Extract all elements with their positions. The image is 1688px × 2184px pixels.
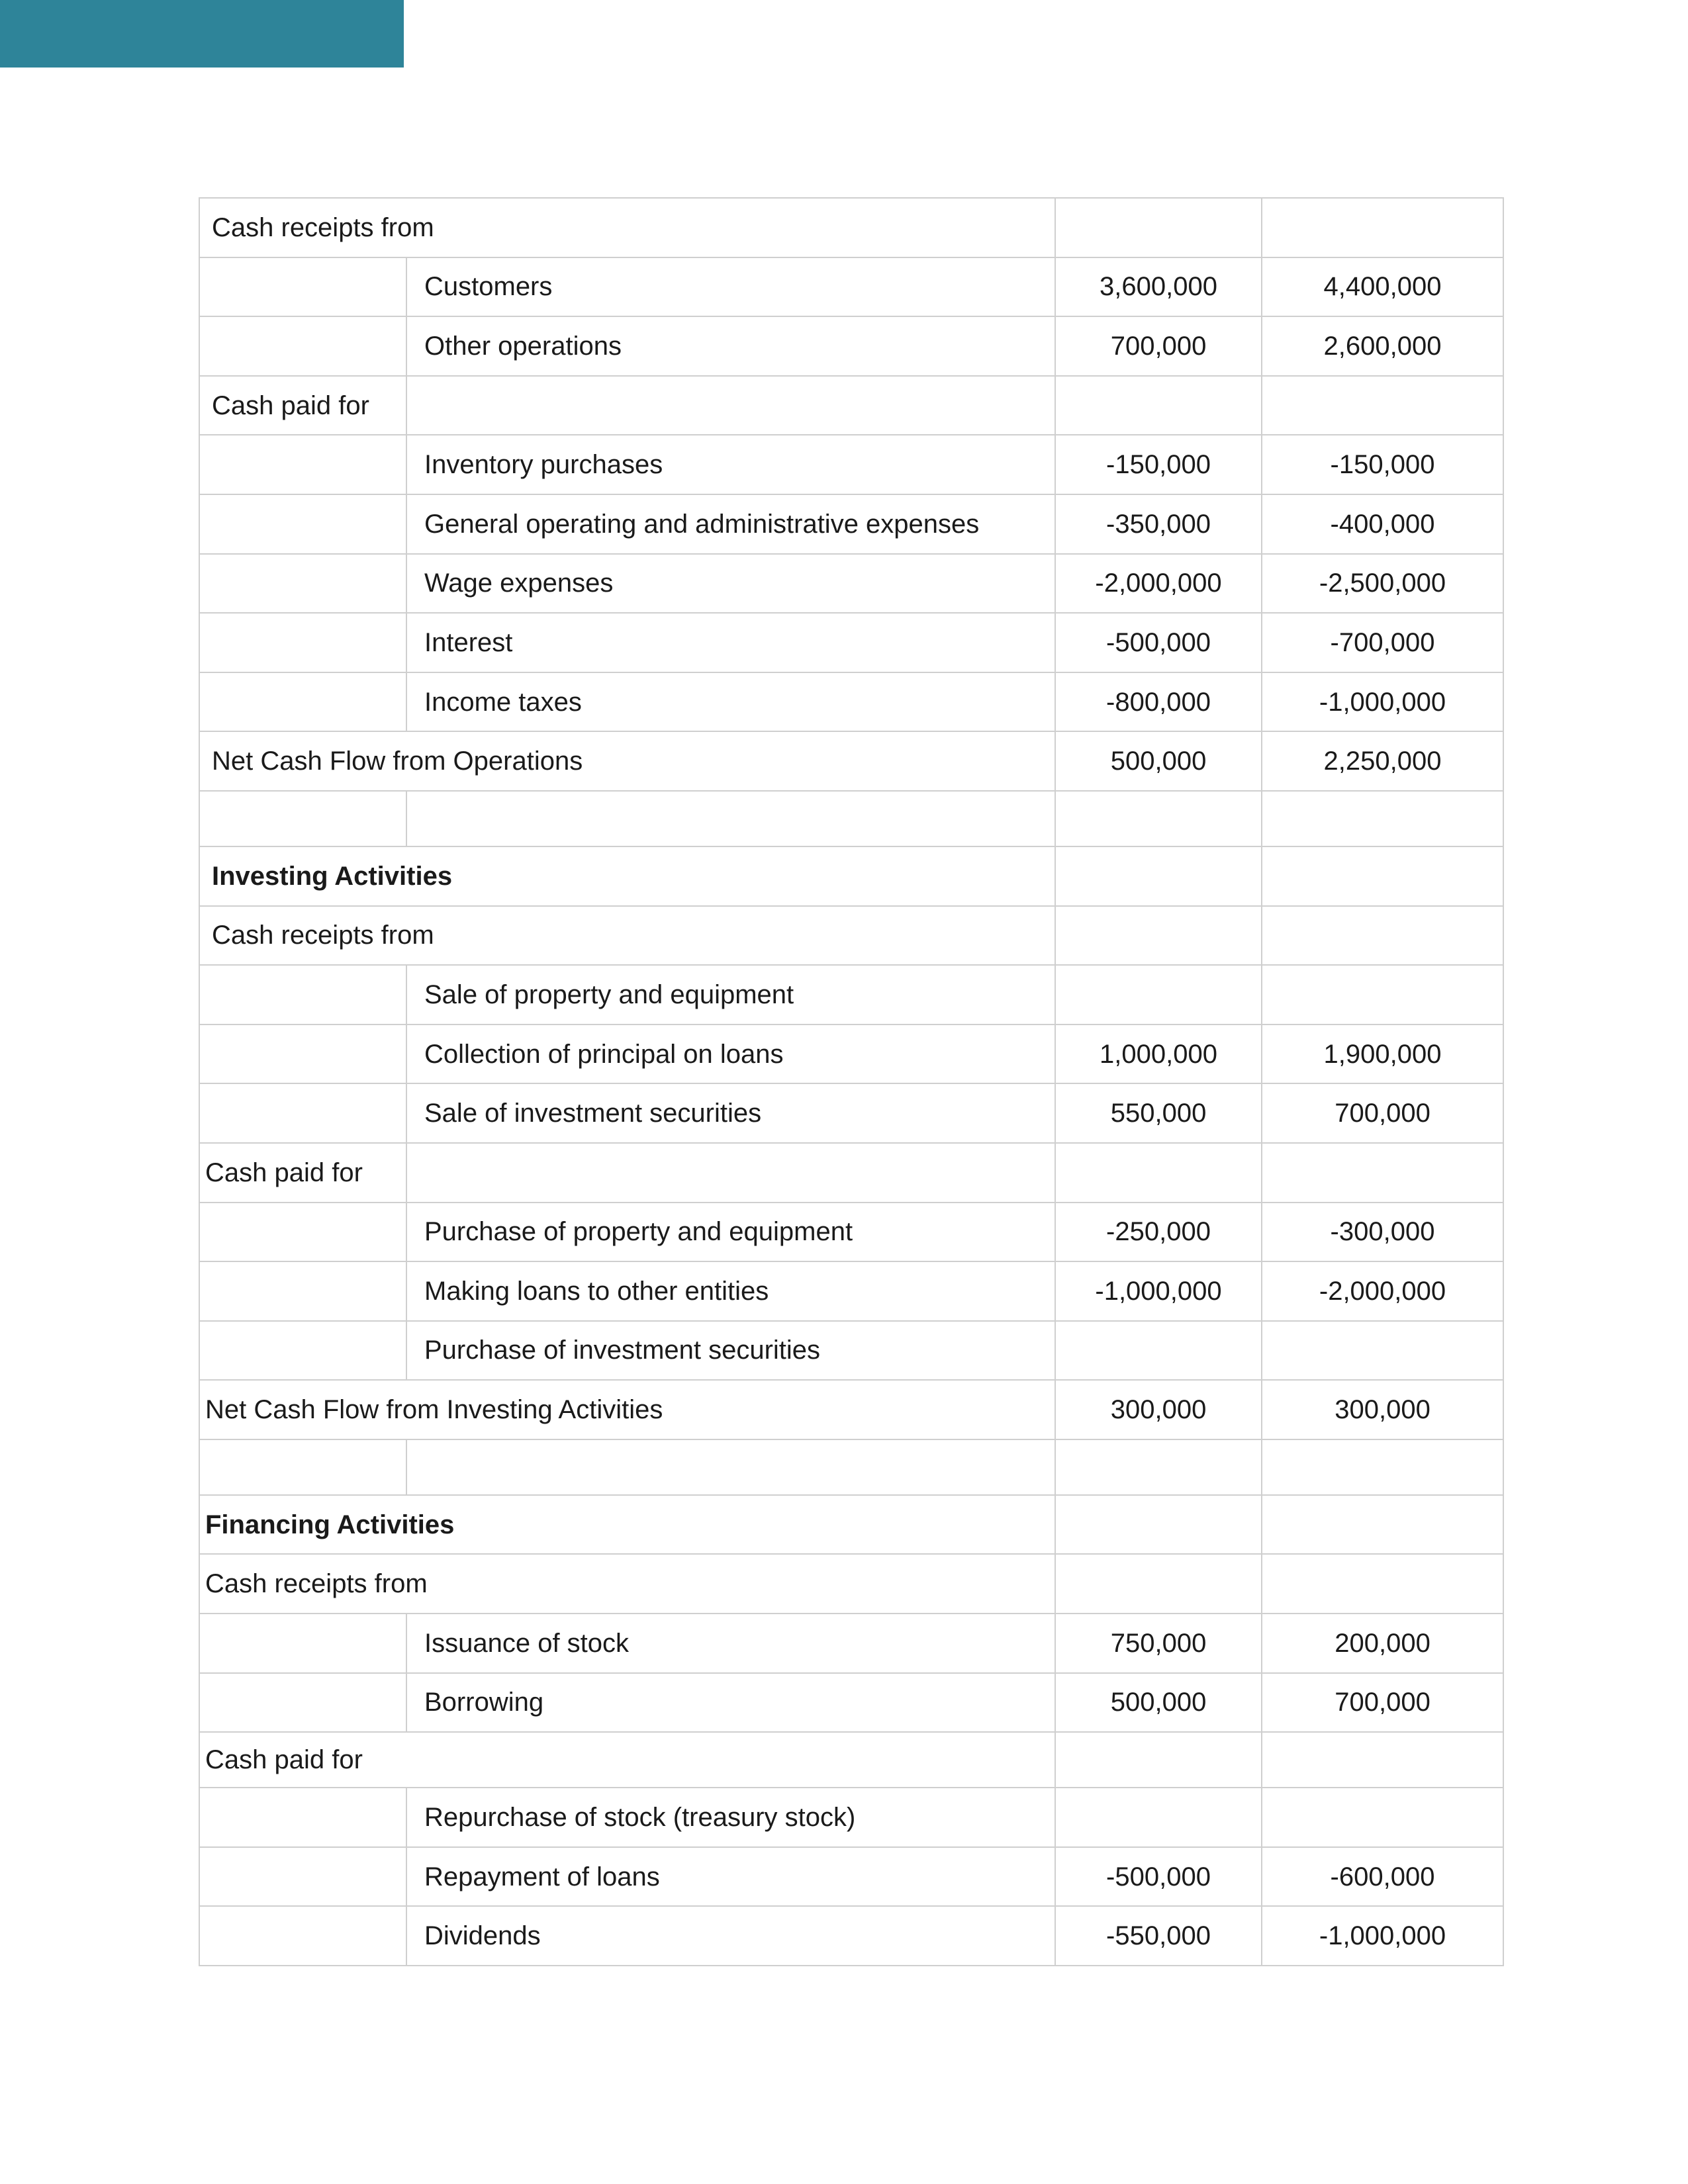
line-item-label: Customers	[406, 257, 1055, 317]
empty-cell	[1055, 791, 1262, 846]
empty-cell	[406, 791, 1055, 846]
value-year-2: -300,000	[1262, 1203, 1503, 1262]
indent-cell	[199, 965, 406, 1024]
table-row	[199, 1906, 1503, 1966]
line-item-label: Making loans to other entities	[406, 1261, 1055, 1321]
value-year-1: -500,000	[1055, 1847, 1262, 1907]
value-year-1	[1055, 1321, 1262, 1381]
line-item-label: Issuance of stock	[406, 1614, 1055, 1673]
value-year-2	[1262, 1788, 1503, 1847]
group-label: Cash receipts from	[199, 1554, 1055, 1614]
indent-cell	[199, 1673, 406, 1733]
header-bar	[0, 0, 404, 68]
group-label: Cash receipts from	[199, 198, 1055, 257]
value-year-2: -1,000,000	[1262, 672, 1503, 732]
table-row	[199, 494, 1503, 554]
value-year-1: -350,000	[1055, 494, 1262, 554]
line-item-label: Repayment of loans	[406, 1847, 1055, 1907]
table-row	[199, 316, 1503, 376]
table-row	[199, 376, 1503, 435]
table-row	[199, 1732, 1503, 1788]
line-item-label: Inventory purchases	[406, 435, 1055, 494]
value-year-1: -2,000,000	[1055, 554, 1262, 614]
value-year-1: -800,000	[1055, 672, 1262, 732]
group-label: Net Cash Flow from Operations	[199, 731, 1055, 791]
indent-cell	[199, 494, 406, 554]
value-year-1: 300,000	[1055, 1380, 1262, 1439]
table-row	[199, 672, 1503, 732]
indent-cell	[199, 1261, 406, 1321]
indent-cell	[199, 1847, 406, 1907]
empty-cell	[406, 1439, 1055, 1495]
value-year-1	[1055, 198, 1262, 257]
table-row	[199, 965, 1503, 1024]
value-year-1: -150,000	[1055, 435, 1262, 494]
spacer-row	[199, 791, 1503, 846]
table-row	[199, 613, 1503, 672]
indent-cell	[199, 1906, 406, 1966]
value-year-1: 550,000	[1055, 1083, 1262, 1143]
indent-cell	[199, 554, 406, 614]
indent-cell	[199, 1024, 406, 1084]
value-year-1	[1055, 906, 1262, 966]
table-row	[199, 198, 1503, 257]
section-heading: Investing Activities	[199, 846, 1055, 906]
line-item-label: Collection of principal on loans	[406, 1024, 1055, 1084]
value-year-1	[1055, 1788, 1262, 1847]
table-row	[199, 1203, 1503, 1262]
value-year-2: -2,500,000	[1262, 554, 1503, 614]
value-year-2	[1262, 376, 1503, 435]
line-item-label: Dividends	[406, 1906, 1055, 1966]
value-year-2: -150,000	[1262, 435, 1503, 494]
value-year-1: 500,000	[1055, 1673, 1262, 1733]
indent-cell	[199, 672, 406, 732]
spacer-row	[199, 1439, 1503, 1495]
group-label: Net Cash Flow from Investing Activities	[199, 1380, 1055, 1439]
table-row	[199, 1380, 1503, 1439]
line-item-label: Wage expenses	[406, 554, 1055, 614]
indent-cell	[199, 1203, 406, 1262]
value-year-2	[1262, 1732, 1503, 1788]
indent-cell	[199, 1321, 406, 1381]
indent-cell	[199, 1083, 406, 1143]
group-label: Cash paid for	[199, 1143, 406, 1203]
value-year-2: -700,000	[1262, 613, 1503, 672]
empty-cell	[1262, 791, 1503, 846]
table-row	[199, 1554, 1503, 1614]
value-year-2: 200,000	[1262, 1614, 1503, 1673]
value-year-1: -1,000,000	[1055, 1261, 1262, 1321]
value-year-2: 2,600,000	[1262, 316, 1503, 376]
value-year-2	[1262, 1554, 1503, 1614]
table-row	[199, 1673, 1503, 1733]
value-year-1	[1055, 965, 1262, 1024]
value-year-2: -2,000,000	[1262, 1261, 1503, 1321]
value-year-1	[1055, 376, 1262, 435]
indent-cell	[199, 316, 406, 376]
value-year-2: 1,900,000	[1262, 1024, 1503, 1084]
value-year-2	[1262, 1495, 1503, 1555]
empty-cell	[1262, 1439, 1503, 1495]
value-year-1	[1055, 1732, 1262, 1788]
table-row	[199, 554, 1503, 614]
line-item-label: Income taxes	[406, 672, 1055, 732]
table-row	[199, 731, 1503, 791]
line-item-label: General operating and administrative expenses	[406, 494, 1055, 554]
value-year-2: -1,000,000	[1262, 1906, 1503, 1966]
empty-cell	[199, 1439, 406, 1495]
line-item-label: Interest	[406, 613, 1055, 672]
table-row	[199, 1321, 1503, 1381]
value-year-1	[1055, 846, 1262, 906]
indent-cell	[199, 613, 406, 672]
table-row	[199, 1024, 1503, 1084]
table-row	[199, 1143, 1503, 1203]
line-item-label: Repurchase of stock (treasury stock)	[406, 1788, 1055, 1847]
value-year-2: 300,000	[1262, 1380, 1503, 1439]
table-row	[199, 1083, 1503, 1143]
indent-cell	[199, 1788, 406, 1847]
table-row	[199, 1495, 1503, 1555]
indent-cell	[199, 435, 406, 494]
table-row	[199, 435, 1503, 494]
value-year-1	[1055, 1554, 1262, 1614]
value-year-1: 1,000,000	[1055, 1024, 1262, 1084]
table-row	[199, 906, 1503, 966]
value-year-2	[1262, 198, 1503, 257]
value-year-1	[1055, 1495, 1262, 1555]
line-item-label: Other operations	[406, 316, 1055, 376]
line-item-label: Sale of investment securities	[406, 1083, 1055, 1143]
section-heading: Financing Activities	[199, 1495, 1055, 1555]
empty-cell	[406, 376, 1055, 435]
value-year-2: -600,000	[1262, 1847, 1503, 1907]
value-year-1: -550,000	[1055, 1906, 1262, 1966]
group-label: Cash paid for	[199, 1732, 1055, 1788]
table-row	[199, 1261, 1503, 1321]
cash-flow-table	[199, 197, 1504, 1966]
empty-cell	[406, 1143, 1055, 1203]
value-year-2: 700,000	[1262, 1673, 1503, 1733]
value-year-2	[1262, 1143, 1503, 1203]
value-year-2	[1262, 1321, 1503, 1381]
table-row	[199, 1788, 1503, 1847]
group-label: Cash paid for	[199, 376, 406, 435]
value-year-1: -500,000	[1055, 613, 1262, 672]
table-row	[199, 257, 1503, 317]
table-row	[199, 1614, 1503, 1673]
empty-cell	[199, 791, 406, 846]
line-item-label: Purchase of investment securities	[406, 1321, 1055, 1381]
group-label: Cash receipts from	[199, 906, 1055, 966]
value-year-2	[1262, 965, 1503, 1024]
table-row	[199, 1847, 1503, 1907]
empty-cell	[1055, 1439, 1262, 1495]
line-item-label: Purchase of property and equipment	[406, 1203, 1055, 1262]
value-year-2: 700,000	[1262, 1083, 1503, 1143]
value-year-2	[1262, 846, 1503, 906]
value-year-2: 4,400,000	[1262, 257, 1503, 317]
indent-cell	[199, 1614, 406, 1673]
value-year-2	[1262, 906, 1503, 966]
value-year-1	[1055, 1143, 1262, 1203]
value-year-1: 700,000	[1055, 316, 1262, 376]
value-year-1: -250,000	[1055, 1203, 1262, 1262]
value-year-2: -400,000	[1262, 494, 1503, 554]
value-year-1: 750,000	[1055, 1614, 1262, 1673]
value-year-1: 3,600,000	[1055, 257, 1262, 317]
value-year-2: 2,250,000	[1262, 731, 1503, 791]
line-item-label: Sale of property and equipment	[406, 965, 1055, 1024]
value-year-1: 500,000	[1055, 731, 1262, 791]
indent-cell	[199, 257, 406, 317]
table-row	[199, 846, 1503, 906]
line-item-label: Borrowing	[406, 1673, 1055, 1733]
